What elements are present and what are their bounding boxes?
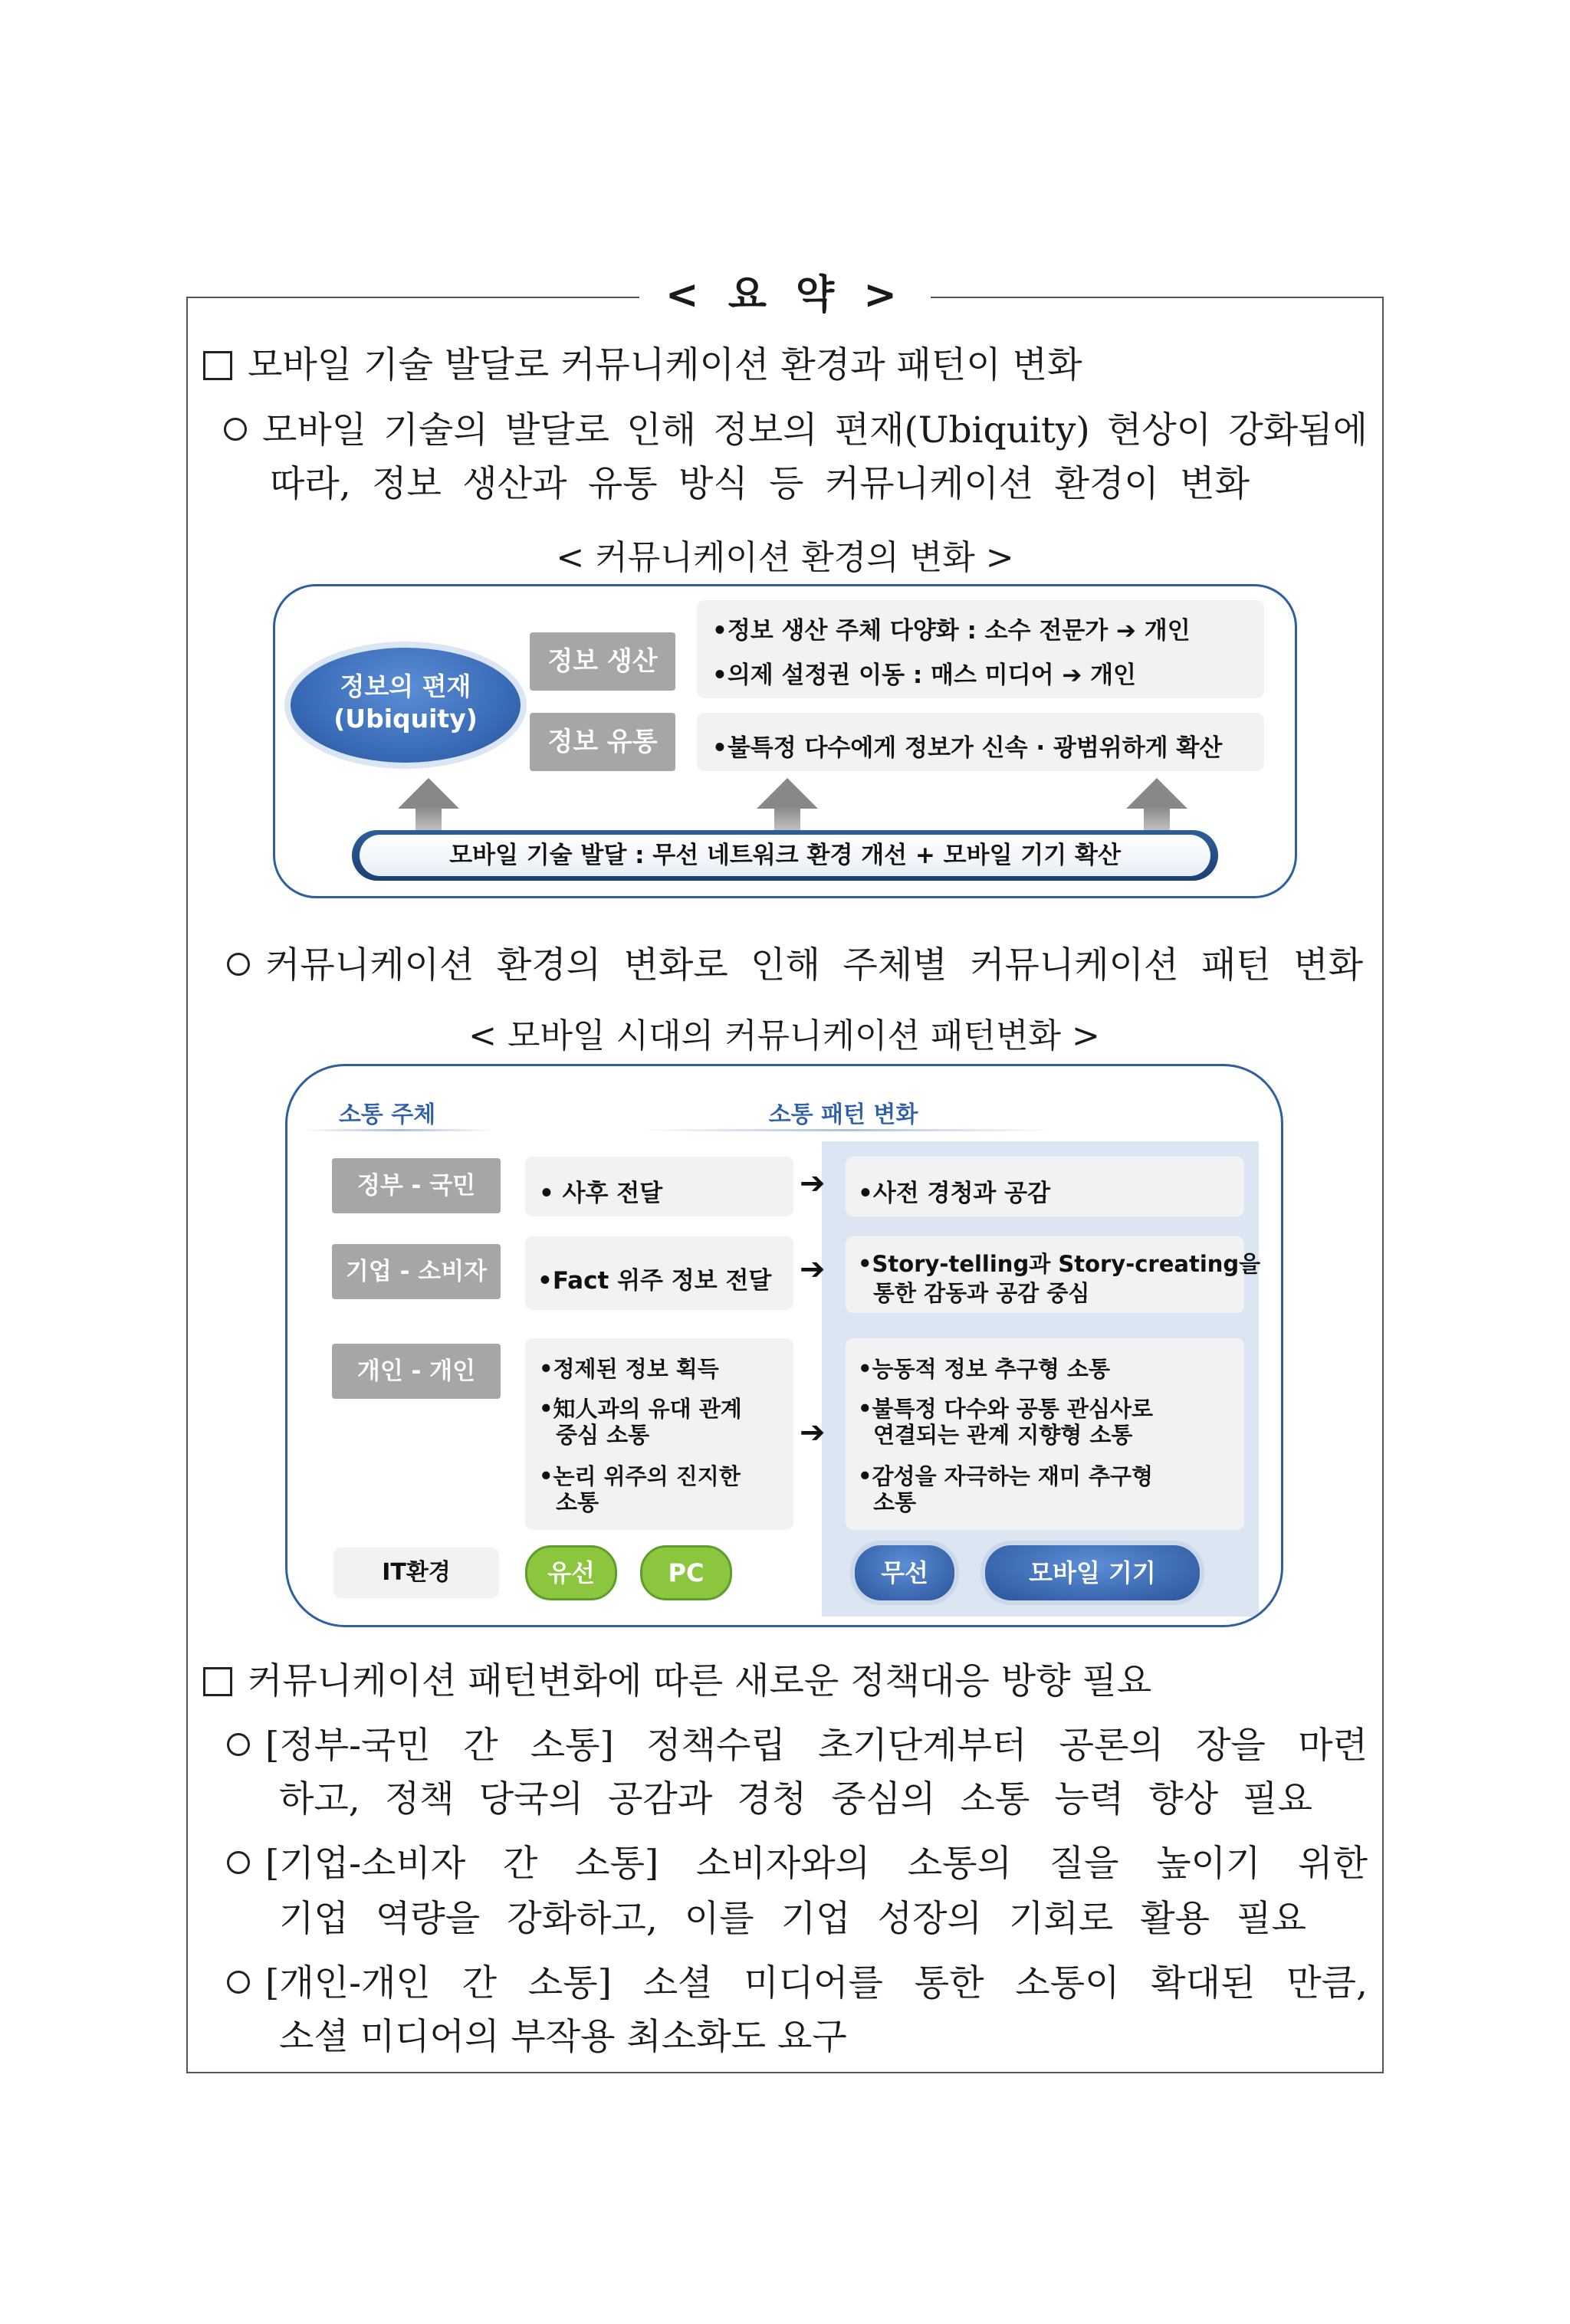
header-pattern-change: 소통 패턴 변화 [768,1101,918,1128]
section2-bullet1-line2: 하고, 정책 당국의 공감과 경청 중심의 소통 능력 향상 필요 [279,1778,1312,1820]
it-environment-label: IT환경 [333,1548,499,1598]
circle-bullet-icon [227,953,250,976]
mobile-tech-banner: 모바일 기술 발달 : 무선 네트워크 환경 개선 + 모바일 기기 확산 [352,830,1218,881]
info-production-label: 정보 생산 [530,632,675,691]
it-pc-pill: PC [640,1545,732,1600]
section1-bullet2: 커뮤니케이션 환경의 변화로 인해 주체별 커뮤니케이션 패턴 변화 [227,941,1363,990]
row2-before: •Fact 위주 정보 전달 [525,1236,793,1310]
section1-bullet1-line2: 따라, 정보 생산과 유통 방식 등 커뮤니케이션 환경이 변화 [270,463,1250,505]
production-item-2: •의제 설정권 이동 : 매스 미디어 ➔ 개인 [712,661,1136,689]
checkbox-square-icon [203,1667,232,1696]
row3-before: •정제된 정보 획득 •知人과의 유대 관계 중심 소통 •논리 위주의 진지한 소통 [525,1338,793,1530]
section2-bullet3-line1: [개인-개인 간 소통] 소셜 미디어를 통한 소통이 확대된 만큼, [227,1959,1368,2008]
section1-heading: 모바일 기술 발달로 커뮤니케이션 환경과 패턴이 변화 [203,341,1082,390]
header-subject: 소통 주체 [338,1101,436,1128]
row3-after: •능동적 정보 추구형 소통 •불특정 다수와 공통 관심사로 연결되는 관계 지향형 소통 •감성을 자극하는 재미 추구형 소통 [846,1338,1244,1530]
circle-bullet-icon [227,1971,250,1994]
right-arrow-icon: ➔ [800,1415,826,1450]
it-mobile-device-pill: 모바일 기기 [985,1545,1200,1600]
arrow-up-icon [398,778,459,809]
diagram2-caption: < 모바일 시대의 커뮤니케이션 패턴변화 > [468,1016,1100,1055]
it-wireless-pill: 무선 [855,1545,954,1600]
info-production-box [697,600,1264,698]
ubiquity-ellipse: 정보의 편재 (Ubiquity) [291,648,521,763]
subject-gov-citizen: 정부 - 국민 [332,1158,501,1213]
section1-bullet1-line1: 모바일 기술의 발달로 인해 정보의 편재(Ubiquity) 현상이 강화됨에 [224,406,1368,455]
info-distribution-box [697,713,1264,771]
row1-after: •사전 경청과 공감 [846,1157,1244,1216]
diagram1-caption: < 커뮤니케이션 환경의 변화 > [556,538,1014,577]
section2-heading: 커뮤니케이션 패턴변화에 따른 새로운 정책대응 방향 필요 [203,1657,1151,1706]
distribution-item-1: •불특정 다수에게 정보가 신속 · 광범위하게 확산 [712,734,1223,762]
circle-bullet-icon [227,1733,250,1756]
right-arrow-icon: ➔ [800,1252,826,1287]
info-distribution-label: 정보 유통 [530,713,675,771]
section2-bullet1-line1: [정부-국민 간 소통] 정책수립 초기단계부터 공론의 장을 마련 [227,1722,1368,1771]
summary-title: < 요 약 > [639,264,931,326]
subject-business-consumer: 기업 - 소비자 [332,1244,501,1299]
subject-individual-individual: 개인 - 개인 [332,1344,501,1399]
diagram-communication-environment [273,584,1297,898]
production-item-1: •정보 생산 주체 다양화 : 소수 전문가 ➔ 개인 [712,617,1191,645]
it-wired-pill: 유선 [525,1545,617,1600]
row2-after: •Story-telling과 Story-creating을 통한 감동과 공감 중심 [846,1236,1244,1313]
section2-bullet2-line2: 기업 역량을 강화하고, 이를 기업 성장의 기회로 활용 필요 [279,1898,1306,1940]
circle-bullet-icon [227,1851,250,1874]
diagram-communication-pattern [285,1064,1283,1627]
section2-bullet2-line1: [기업-소비자 간 소통] 소비자와의 소통의 질을 높이기 위한 [227,1840,1368,1889]
right-arrow-icon: ➔ [800,1166,826,1201]
arrow-up-icon [1126,778,1187,809]
row1-before: • 사후 전달 [525,1157,793,1216]
checkbox-square-icon [203,351,232,380]
arrow-up-icon [757,778,818,809]
section2-bullet3-line2: 소셜 미디어의 부작용 최소화도 요구 [279,2016,847,2058]
circle-bullet-icon [224,418,247,441]
